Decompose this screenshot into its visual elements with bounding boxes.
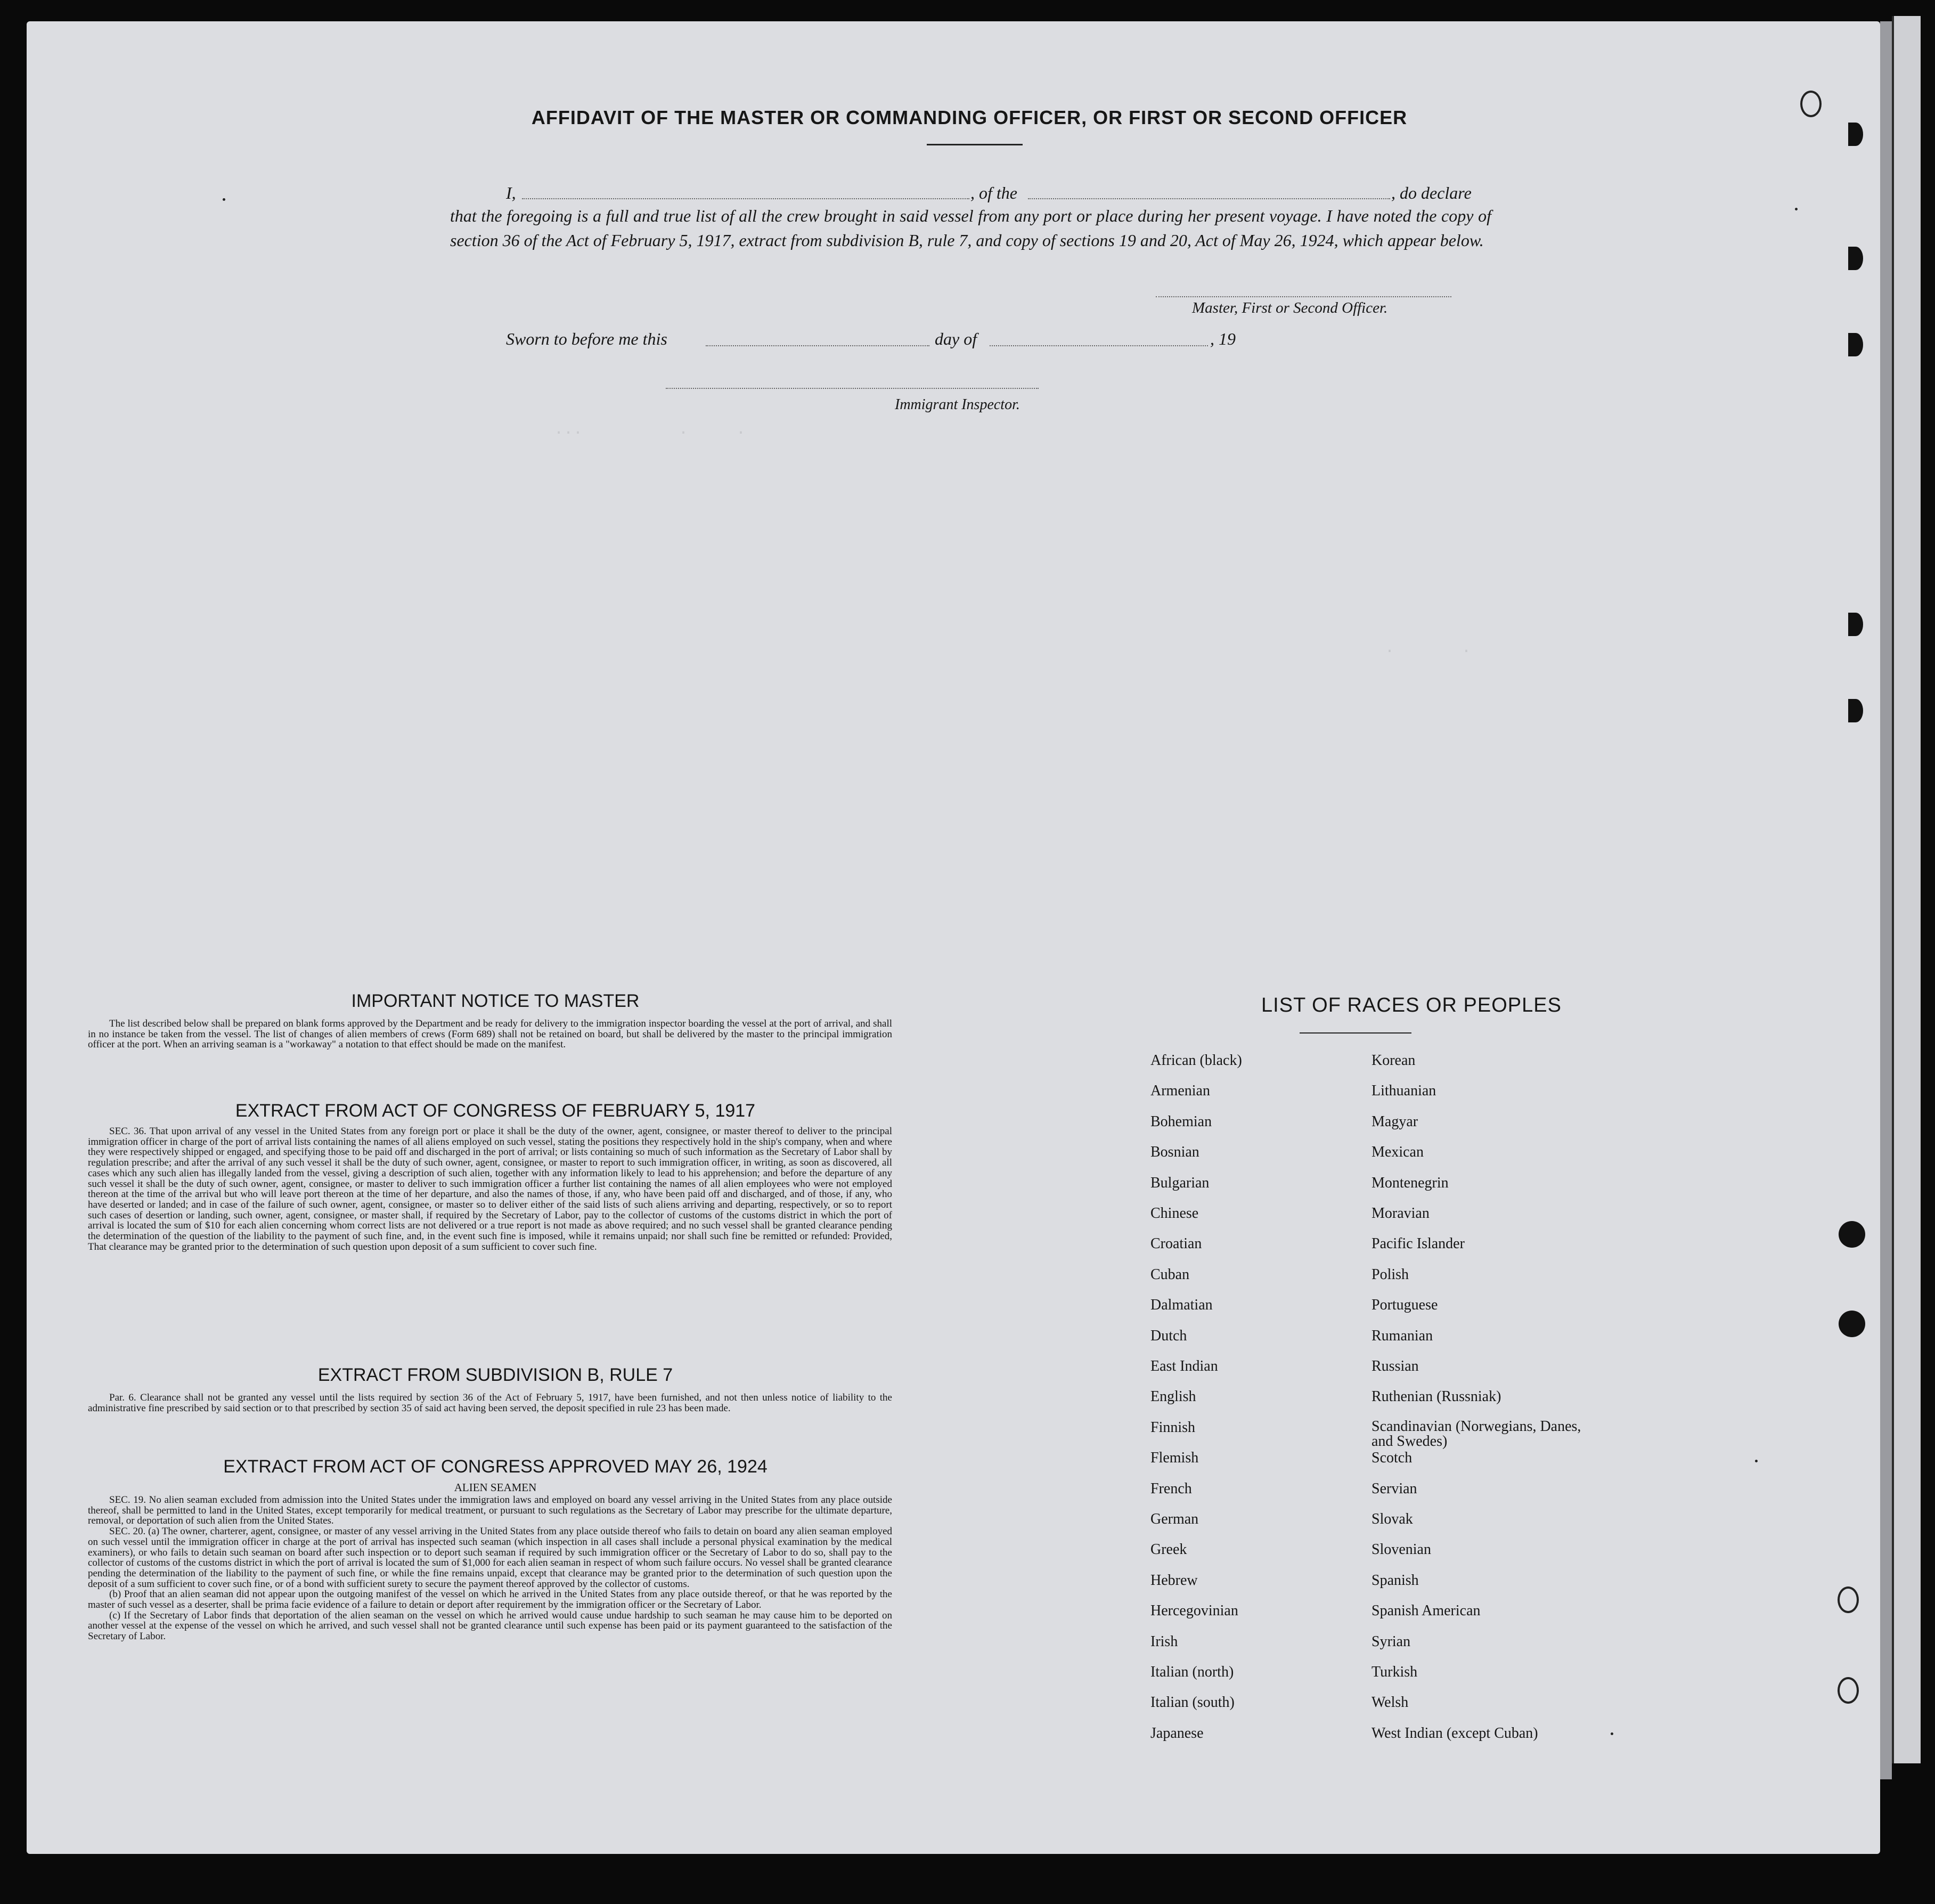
race-item: Welsh xyxy=(1371,1694,1409,1711)
race-item: Slovak xyxy=(1371,1511,1413,1527)
race-item: Chinese xyxy=(1150,1205,1199,1222)
extract-rule7-title: EXTRACT FROM SUBDIVISION B, RULE 7 xyxy=(317,1365,673,1385)
race-item: East Indian xyxy=(1150,1358,1218,1374)
speck xyxy=(1755,1460,1758,1462)
race-item: Flemish xyxy=(1150,1450,1199,1467)
of-the-label: , of the xyxy=(970,183,1017,202)
page-edge xyxy=(1880,21,1892,1779)
signature-label: Master, First or Second Officer. xyxy=(1192,299,1388,316)
race-item: Croatian xyxy=(1150,1235,1202,1252)
race-item: Servian xyxy=(1371,1480,1417,1497)
race-item: Russian xyxy=(1371,1358,1419,1374)
extract-1924-title: EXTRACT FROM ACT OF CONGRESS APPROVED MAY 26, 1924 xyxy=(223,1457,768,1477)
sec-20a-paragraph: SEC. 20. (a) The owner, charterer, agent, consignee, or master of any vessel arriving in the United States from any place outside thereof who fails to detain on board any alien seaman employed on such vessel until the immigration officer in charge at the port of arrival has inspected such seaman (which inspection in all cases shall include a personal physical examination by the medical examiners), or who fails to detain such seaman on board after such inspection or to deport such seaman if required by such immigration officer or the Secretary of Labor to do so, shall pay to the collector of customs of the customs district in which the port of arrival is located the sum of $1,000 for each alien seaman in respect of whom such failure occurs. No vessel shall be granted clearance pending the determination of the liability to the payment of such fine, or while the fine remains unpaid, except that clearance may be granted prior to the determination of such question upon the deposit of a sum sufficient to cover such fine, or of a bond with sufficient surety to secure the payment thereof approved by the collector of customs. xyxy=(88,1526,892,1590)
race-item: Bosnian xyxy=(1150,1144,1199,1161)
race-item: Greek xyxy=(1150,1541,1187,1558)
race-item: Mexican xyxy=(1371,1144,1424,1161)
race-item: Dutch xyxy=(1150,1327,1187,1344)
page-edge xyxy=(1892,16,1921,1763)
speck xyxy=(223,198,225,201)
race-item: Hercegovinian xyxy=(1150,1602,1238,1620)
affidavit-body: that the foregoing is a full and true list of all the crew brought in said vessel from any port or place during her present voyage. I have noted the copy of section 36 of the Act of February 5, 1917, extract from subdivision B, rule 7, and copy of sections 19 and 20, Act of May 26, 1924, which appear below. xyxy=(450,206,1491,250)
year-label: , 19 xyxy=(1210,329,1236,348)
race-item: Italian (north) xyxy=(1150,1664,1234,1680)
inspector-signature-field[interactable] xyxy=(666,388,1039,389)
race-item: Montenegrin xyxy=(1371,1174,1449,1191)
race-item: Scotch xyxy=(1371,1450,1413,1467)
extract-1924-body xyxy=(88,1495,892,1642)
declare-label: , do declare xyxy=(1391,183,1472,202)
title-rule xyxy=(927,144,1023,145)
race-item: West Indian (except Cuban) xyxy=(1371,1724,1538,1742)
race-item: Lithuanian xyxy=(1371,1083,1436,1100)
race-item: English xyxy=(1150,1388,1196,1405)
race-item: Armenian xyxy=(1150,1083,1210,1100)
race-item: Pacific Islander xyxy=(1371,1235,1465,1252)
name-field[interactable] xyxy=(522,198,969,199)
race-item: Rumanian xyxy=(1371,1327,1433,1344)
affidavit-title: AFFIDAVIT OF THE MASTER OR COMMANDING OFFICER, OR FIRST OR SECOND OFFICER xyxy=(531,107,1408,128)
sec-19-paragraph: SEC. 19. No alien seaman excluded from admission into the United States under the immigration laws and employed on board any vessel arriving in the United States from any place outside thereof, shall be permitted to land in the United States, except temporarily for medical treatment, or pursuant to such regulations as the Secretary of Labor may prescribe for the ultimate departure, removal, or deportation of such alien from the United States. xyxy=(88,1494,892,1527)
race-item: Portuguese xyxy=(1371,1297,1438,1314)
inspector-label: Immigrant Inspector. xyxy=(895,396,1020,413)
punch-hole xyxy=(1839,1311,1865,1337)
race-item: Cuban xyxy=(1150,1266,1190,1283)
race-item: Syrian xyxy=(1371,1633,1411,1650)
race-item: Scandinavian (Norwegians, Danes, and Swedes) xyxy=(1371,1418,1581,1450)
race-item: Irish xyxy=(1150,1633,1178,1650)
punch-hole xyxy=(1839,1221,1865,1248)
race-item: Spanish xyxy=(1371,1572,1419,1589)
race-item: Finnish xyxy=(1150,1419,1196,1436)
punch-hole xyxy=(1848,123,1863,146)
race-item: Turkish xyxy=(1371,1664,1418,1680)
race-item: Spanish American xyxy=(1371,1602,1481,1620)
race-item: Moravian xyxy=(1371,1205,1430,1222)
day-of-label: day of xyxy=(935,329,977,348)
sec-20c-paragraph: (c) If the Secretary of Labor finds that deportation of the alien seaman on the vessel on which he arrived would cause undue hardship to such seaman he may cause him to be deported on another vessel at the expense of the vessel on which he arrived, and such vessel shall not be granted clearance until such expense has been paid or its payment guaranteed to the satisfaction of the Secretary of Labor. xyxy=(88,1609,892,1642)
extract-rule7-body: Par. 6. Clearance shall not be granted any vessel until the lists required by section 36 of the Act of February 5, 1917, have been furnished, and not then unless notice of liability to the administrative fine prescribed by said section or to that prescribed by section 35 of said act having been served, the deposit specified in rule 23 has been made. xyxy=(88,1392,892,1414)
sec-20b-paragraph: (b) Proof that an alien seaman did not appear upon the outgoing manifest of the vessel on which he arrived in the United States from any place outside thereof, or that he was reported by the master of such vessel as a deserter, shall be prima facie evidence of a failure to detain or deport after requirement by the immigration officer or the Secretary of Labor. xyxy=(88,1589,892,1611)
race-item: African (black) xyxy=(1150,1052,1242,1069)
vessel-field[interactable] xyxy=(1028,198,1390,199)
extract-1917-body: SEC. 36. That upon arrival of any vessel in the United States from any foreign port or place it shall be the duty of the owner, agent, consignee, or master thereof to deliver to the principal immigration officer in charge of the port of arrival lists containing the names of all aliens employed on such vessel, stating the positions they respectively hold in the ship's company, when and where they were respectively shipped or engaged, and specifying those to be paid off and discharged in the port of arrival; or lists containing so much of such information as the Secretary of Labor shall by regulation prescribe; and after the arrival of any such vessel it shall be the duty of such owner, agent, consignee, or master to report to such immigration officer, in writing, as soon as discovered, all cases which any such alien has illegally landed from the vessel, giving a description of such alien, together with any information likely to lead to his apprehension; and before the departure of any such vessel it shall be the duty of such owner, agent, consignee, or master to deliver to such immigration officer a further list containing the names of all alien employees who were not employed thereon at the time of the arrival but who will leave port thereon at the time of her departure, and also the names of those, if any, who have been paid off and discharged, and of those, if any, who have deserted or landed; and in case of the failure of such owner, agent, consignee, or master so to deliver either of the said lists of such aliens arriving and departing, respectively, or so to report such cases of desertion or landing, such owner, agent, consignee, or master shall, if required by the Secretary of Labor, pay to the collector of customs of the customs district in which the port of arrival is located the sum of $10 for each alien concerning whom correct lists are not delivered or a true report is not made as above required; and no such vessel shall be granted clearance pending the determination of the question of the liability to the payment of such fine, and, in the event such fine is imposed, while it remains unpaid; nor shall such fine be remitted or refunded: Provided, That clearance may be granted prior to the determination of such question upon deposit of a sum sufficient to cover such fine. xyxy=(88,1126,892,1252)
sworn-day-field[interactable] xyxy=(706,345,929,346)
race-item: Magyar xyxy=(1371,1113,1418,1130)
race-item: German xyxy=(1150,1511,1199,1527)
race-item: French xyxy=(1150,1480,1192,1497)
race-item: Hebrew xyxy=(1150,1572,1198,1589)
race-item: Slovenian xyxy=(1371,1541,1431,1558)
race-item: Dalmatian xyxy=(1150,1297,1213,1314)
race-item: Bohemian xyxy=(1150,1113,1212,1130)
races-title: LIST OF RACES OR PEOPLES xyxy=(1261,994,1562,1016)
race-item: Ruthenian (Russniak) xyxy=(1371,1388,1501,1405)
speck xyxy=(1611,1732,1613,1735)
notice-title: IMPORTANT NOTICE TO MASTER xyxy=(351,991,640,1011)
punch-hole xyxy=(1848,247,1863,270)
notice-body: The list described below shall be prepared on blank forms approved by the Department and be ready for delivery to the immigration inspector boarding the vessel at the port of arrival, and shall in no instance be taken from the vessel. The list of changes of alien members of crews (Form 689) shall not be retained on board, but shall be delivered by the master to the principal immigration officer at the port. When an arriving seaman is a "workaway" a notation to that effect should be made on the manifest. xyxy=(88,1018,892,1051)
punch-hole xyxy=(1848,699,1863,722)
punch-hole xyxy=(1848,333,1863,356)
punch-hole xyxy=(1800,91,1822,117)
punch-hole xyxy=(1838,1677,1859,1704)
extract-1924-subtitle: ALIEN SEAMEN xyxy=(454,1481,537,1494)
race-item: Polish xyxy=(1371,1266,1409,1283)
signature-field[interactable] xyxy=(1156,296,1451,297)
punch-hole xyxy=(1838,1586,1859,1613)
races-title-rule xyxy=(1300,1032,1411,1034)
speck xyxy=(1795,208,1798,210)
sworn-label: Sworn to before me this xyxy=(506,329,667,348)
punch-hole xyxy=(1848,613,1863,636)
extract-1917-title: EXTRACT FROM ACT OF CONGRESS OF FEBRUARY 5, 1917 xyxy=(235,1101,756,1121)
race-item: Korean xyxy=(1371,1052,1416,1069)
race-item: Japanese xyxy=(1150,1724,1204,1742)
sworn-month-field[interactable] xyxy=(990,345,1208,346)
race-item: Italian (south) xyxy=(1150,1694,1235,1711)
race-item: Bulgarian xyxy=(1150,1174,1210,1191)
i-label: I, xyxy=(506,183,516,202)
